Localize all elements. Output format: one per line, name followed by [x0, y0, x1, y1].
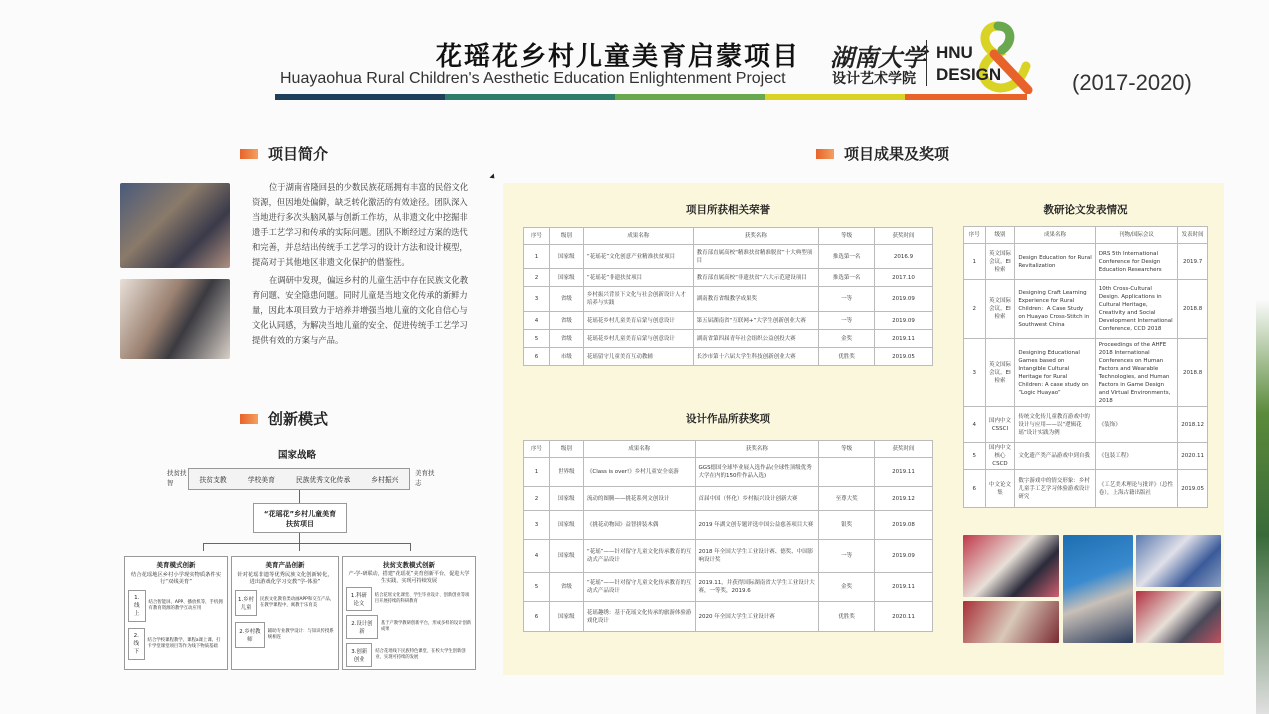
logo-divider [926, 40, 927, 86]
table-cell: 国内中文CSSCI [985, 407, 1015, 443]
table-header: 级别 [549, 441, 583, 458]
innovation-col-1 [124, 556, 228, 670]
connector-line [299, 490, 300, 504]
table-cell: 2 [524, 487, 550, 511]
table-cell: DRS 5th International Conference for Design Education Researchers [1095, 244, 1177, 280]
table-cell: 金奖 [819, 573, 875, 602]
papers-table [963, 226, 1208, 508]
table-row [964, 407, 1208, 443]
table-cell: 《装饰》 [1095, 407, 1177, 443]
table-cell: 首届中国（怀化）乡村振兴设计创新大赛 [695, 487, 819, 511]
table-header: 成果名称 [583, 441, 695, 458]
table-cell: 3 [964, 339, 986, 407]
table-cell: 省级 [549, 287, 583, 312]
table-cell: 6 [964, 470, 986, 508]
table-header: 获奖名称 [693, 228, 819, 245]
table-cell: 2018.8 [1178, 280, 1208, 339]
table-cell: 2 [524, 269, 550, 287]
table-header: 等级 [819, 228, 875, 245]
col-item-desc: 结合智能屏、APP、播放机等，手机拥有教育资源的教学互动应用 [148, 600, 223, 611]
table-cell: 2018.8 [1178, 339, 1208, 407]
table-header: 序号 [964, 227, 986, 244]
table-cell: 5 [524, 573, 550, 602]
award-photo-4 [963, 601, 1059, 643]
table-cell: 至尊大奖 [819, 487, 875, 511]
table-cell: 2018.12 [1178, 407, 1208, 443]
table-cell: 2019 年湖文创专题评选中国公益慈善项目大赛 [695, 511, 819, 540]
col-desc: 产-学-研联动，搭建“花瑶花”美育创新平台，促进大学生实践，实现可持续发展 [348, 571, 470, 584]
bar-segment [765, 94, 905, 100]
table-row [524, 511, 933, 540]
table-cell: Designing Educational Games based on Intangible Cultural Heritage for Rural Children: A case study on “Logic Huayao” [1015, 339, 1095, 407]
table-cell: 1 [524, 245, 550, 269]
table-cell: 2017.10 [875, 269, 933, 287]
table-cell: 3 [524, 287, 550, 312]
table-row [524, 330, 933, 348]
table-cell: 国家级 [549, 245, 583, 269]
right-label: 美育扶志 [415, 469, 435, 487]
table-header: 获奖名称 [695, 441, 819, 458]
table-cell: 3 [524, 511, 550, 540]
works-title: 设计作品所获奖项 [686, 413, 770, 425]
col-item-desc: 民族文化教育类动画APP和交互产品，在教学课程中，寓教于乐育美 [260, 597, 335, 608]
hnu-design-logo [936, 42, 1001, 86]
results-panel [503, 183, 1224, 675]
table-row [524, 269, 933, 287]
table-cell: 《包装工程》 [1095, 443, 1177, 470]
col-item-desc: 结合花瑶线下民族特色课堂、在校大学生创新创业、实现可持续的发展 [375, 649, 466, 660]
table-cell: 2019.11，并获得国际湖南省大学生工业设计大赛，一等奖，2019.6 [695, 573, 819, 602]
connector-line [203, 543, 204, 551]
mouse-cursor-icon [489, 173, 496, 180]
table-cell: 2019.09 [875, 287, 933, 312]
table-cell: 推选第一名 [819, 245, 875, 269]
table-cell: 金奖 [819, 330, 875, 348]
intro-heading-label: 项目简介 [268, 145, 329, 163]
table-row [524, 540, 933, 573]
table-cell: 2 [964, 280, 986, 339]
table-cell: “花瑶”——针对留守儿童文化传承教育的互动式产品设计 [583, 573, 695, 602]
table-row [524, 458, 933, 487]
strategy-item: 扶贫支教 [199, 476, 227, 484]
table-cell: 乡村振兴背景下文化与社会创新设计人才培养与实践 [583, 287, 693, 312]
table-cell: 花瑶留守儿童美育互动教辅 [583, 348, 693, 366]
col-item-key: 3.创新创业 [346, 643, 372, 667]
col-item-key: 2.乡村教师 [235, 622, 265, 648]
results-heading-label: 项目成果及奖项 [844, 145, 950, 163]
table-cell: 英文国际会议，EI检索 [985, 339, 1015, 407]
table-cell: 国家级 [549, 487, 583, 511]
col-item-desc: 结合学校课程教学、课程a课上课、打卡学堂课堂项目等作为线下物质基础 [147, 638, 221, 649]
table-row [964, 443, 1208, 470]
intro-photo-1 [120, 183, 230, 268]
table-cell: “花瑶花”非遗扶贫项目 [583, 269, 693, 287]
intro-text [252, 180, 472, 351]
table-header: 序号 [524, 441, 550, 458]
table-cell: 2019.05 [875, 348, 933, 366]
col-item-key: 2.设计创新 [346, 615, 378, 639]
table-header: 成果名称 [583, 228, 693, 245]
col-item-desc: 结合花瑶文化课堂、学生毕业设计、创新创业等项目开展持续的科研教育 [374, 593, 470, 604]
table-cell: 文化遗产类产品游戏中到自我 [1015, 443, 1095, 470]
page-subtitle-en: Huayaohua Rural Children's Aesthetic Education Enlightenment Project [280, 70, 786, 87]
table-cell: 推选第一名 [819, 269, 875, 287]
table-row [524, 312, 933, 330]
table-cell: 5 [964, 443, 986, 470]
table-cell: Designing Craft Learning Experience for Rural Children：A Case Study on Huayao Cross-Stitch in Southwest China [1015, 280, 1095, 339]
table-cell: 市级 [549, 348, 583, 366]
table-cell: 2020.11 [1178, 443, 1208, 470]
table-header: 序号 [524, 228, 550, 245]
table-cell: 英文国际会议，EI检索 [985, 280, 1015, 339]
results-heading [816, 143, 949, 164]
table-cell: 国家级 [549, 602, 583, 632]
table-cell: 10th Cross-Cultural Design. Applications in Cultural Heritage, Creativity and Social Development International Conference, CCD 2018 [1095, 280, 1177, 339]
col-title: 美育产品创新 [265, 561, 305, 569]
bar-segment [445, 94, 615, 100]
table-cell: 2020 年全国大学生工业设计赛 [695, 602, 819, 632]
col-item-key: 1.乡村儿童 [235, 590, 257, 616]
table-cell: 2019.7 [1178, 244, 1208, 280]
table-cell: 数字游戏中的情交形象：乡村儿童手工艺学习体验游戏设计研究 [1015, 470, 1095, 508]
table-cell: 教育部直属高校“精准扶贫精准脱贫”十大典型项目 [693, 245, 819, 269]
table-cell: 2019.11 [875, 573, 933, 602]
table-cell: 长沙市第十六届大学生科技创新创业大赛 [693, 348, 819, 366]
table-cell: 一等 [819, 312, 875, 330]
table-cell: 1 [524, 458, 550, 487]
innovation-col-2 [231, 556, 339, 670]
connector-line [410, 543, 411, 551]
col-desc: 针对花瑶非遗等优秀民族文化创新转化，进出游戏化学习交教“学-体验” [237, 572, 333, 585]
table-cell: 花瑶花乡村儿童美育启蒙与创意设计 [583, 330, 693, 348]
table-cell: 4 [524, 540, 550, 573]
table-cell: 《Class is over!》乡村儿童安全桌游 [583, 458, 695, 487]
table-cell: 6 [524, 348, 550, 366]
award-photo-5 [1136, 591, 1221, 643]
table-cell: “花瑶花”文化创意产业精准扶贫项目 [583, 245, 693, 269]
col-item-key: 1.科研论文 [346, 587, 372, 611]
logo-hnu: HNU [936, 43, 973, 62]
table-cell: 4 [964, 407, 986, 443]
bar-segment [905, 94, 1027, 100]
table-cell: 银奖 [819, 511, 875, 540]
table-cell: “花瑶”——针对留守儿童文化传承教育的互动式产品设计 [583, 540, 695, 573]
orange-marker-icon [816, 149, 834, 159]
table-cell: 省级 [549, 573, 583, 602]
intro-paragraph-2: 在调研中发现，偏远乡村的儿童生活中存在民族文化教育问题、安全隐患问题。同时儿童是当地文化传承的新鲜力量，因此本项目致力于培养并增强当地儿童的文化自信心与文化认同感，为解决当地儿童的安全、促进传统手工艺学习提供有效的方案与产品。 [252, 275, 469, 345]
table-cell [819, 458, 875, 487]
innovation-heading-label: 创新模式 [268, 410, 329, 428]
table-cell: 中文论文集 [985, 470, 1015, 508]
table-cell: 2018 年全国大学生工业设计赛、德奖、中国影响设计奖 [695, 540, 819, 573]
award-photo-3 [1136, 535, 1221, 587]
table-row [964, 280, 1208, 339]
table-cell: 2019.05 [1178, 470, 1208, 508]
table-cell: 国家级 [549, 540, 583, 573]
table-cell: 花瑶趣绣：基于花瑶文化传承的旅游体验游戏化设计 [583, 602, 695, 632]
table-header: 获奖时间 [875, 441, 933, 458]
table-row [524, 602, 933, 632]
bar-segment [615, 94, 765, 100]
table-row [524, 287, 933, 312]
table-cell: 2016.9 [875, 245, 933, 269]
strategy-item: 学校美育 [247, 476, 275, 484]
table-header: 获奖时间 [875, 228, 933, 245]
table-cell: GGS德国全球毕业展入选作品(全球性顶级优秀大学在内的150件作品入选) [695, 458, 819, 487]
project-years: (2017-2020) [1072, 70, 1192, 95]
papers-title: 教研论文发表情况 [1043, 204, 1128, 216]
col-item-desc: 基于产教学教研创新平台，形成多样的设计创新成果 [380, 621, 472, 632]
orange-marker-icon [240, 149, 258, 159]
intro-heading [240, 143, 328, 164]
page-title: 花瑶花乡村儿童美育启蒙项目 [436, 42, 801, 72]
award-photo-1 [963, 535, 1059, 597]
table-row [524, 573, 933, 602]
table-cell: 2019.09 [875, 540, 933, 573]
orange-marker-icon [240, 414, 258, 424]
table-cell: 湖南教育省级教学成果奖 [693, 287, 819, 312]
table-header: 级别 [549, 228, 583, 245]
table-header: 发表时间 [1178, 227, 1208, 244]
col-title: 美育模式创新 [156, 561, 196, 569]
strategy-item: 乡村振兴 [371, 476, 399, 484]
works-table [523, 440, 933, 632]
table-cell: 流动的图腾——挑花系列文创设计 [583, 487, 695, 511]
table-cell: 花瑶花乡村儿童美育启蒙与创意设计 [583, 312, 693, 330]
school-name: 设计艺术学院 [832, 71, 916, 87]
table-cell: 4 [524, 312, 550, 330]
col-desc: 结合花瑶地区乡村小学现实物质条件实行“双线美育” [130, 572, 222, 585]
strategy-item: 民族优秀文化传承 [295, 476, 351, 484]
table-row [524, 245, 933, 269]
table-row [524, 487, 933, 511]
table-cell: 世界级 [549, 458, 583, 487]
award-photo-2 [1063, 535, 1133, 643]
connector-line [299, 533, 300, 543]
table-cell: Proceedings of the AHFE 2018 International Conferences on Human Factors and Wearable Technologies, and Human Factors in Game Design and Virtual Environments, 2018 [1095, 339, 1177, 407]
left-label: 扶贫扶智 [167, 469, 187, 487]
innovation-col-3 [342, 556, 476, 670]
table-cell: 传统文化传儿童教育游戏中的设计与应用——以“逻辑花瑶”设计实践为例 [1015, 407, 1095, 443]
table-cell: 2020.11 [875, 602, 933, 632]
col-item-desc: 辅助专业教学设计：与知识传授系统相连 [267, 629, 334, 640]
table-cell: 第五届湖南省“互联网+”大学生创新创业大赛 [693, 312, 819, 330]
table-cell: 1 [964, 244, 986, 280]
connector-line [299, 543, 300, 551]
table-cell: 省级 [549, 330, 583, 348]
col-item-key: 1.线上 [128, 590, 146, 622]
intro-photo-2 [120, 279, 230, 359]
right-edge-gradient [1256, 0, 1269, 714]
center-project-box: “花瑶花”乡村儿童美育扶贫项目 [253, 503, 347, 533]
table-row [964, 244, 1208, 280]
table-header: 等级 [819, 441, 875, 458]
hnu-logo-text: 湖南大学 [830, 43, 926, 72]
title-color-bar [275, 94, 1027, 100]
table-cell: 《工艺美术理论与批评》（总性卷），上海古籍出版社 [1095, 470, 1177, 508]
table-cell: 2019.11 [875, 330, 933, 348]
connector-line [203, 543, 411, 544]
strategy-list [188, 468, 410, 490]
table-header: 级别 [985, 227, 1015, 244]
table-cell: 湖南省第四届青年社会组织公益创投大赛 [693, 330, 819, 348]
table-cell: 省级 [549, 312, 583, 330]
strategy-title: 国家战略 [278, 450, 317, 461]
table-cell: 国家级 [549, 269, 583, 287]
table-row [964, 339, 1208, 407]
table-cell: 2019.09 [875, 312, 933, 330]
table-header: 刊物/国际会议 [1095, 227, 1177, 244]
table-cell: 优胜奖 [819, 348, 875, 366]
table-cell: 国内中文核心CSCD [985, 443, 1015, 470]
table-cell: Design Education for Rural Revitalization [1015, 244, 1095, 280]
table-cell: 2019.11 [875, 458, 933, 487]
table-cell: 一等 [819, 287, 875, 312]
table-cell: 5 [524, 330, 550, 348]
table-row [524, 348, 933, 366]
table-cell: 2019.12 [875, 487, 933, 511]
table-cell: 6 [524, 602, 550, 632]
bar-segment [275, 94, 445, 100]
table-cell: 英文国际会议，EI检索 [985, 244, 1015, 280]
innovation-heading [240, 408, 328, 429]
logo-design: DESIGN [936, 65, 1002, 84]
table-header: 成果名称 [1015, 227, 1095, 244]
col-item-key: 2.线下 [128, 628, 145, 660]
table-cell: 国家级 [549, 511, 583, 540]
table-cell: 一等 [819, 540, 875, 573]
col-title: 扶贫支教模式创新 [383, 561, 435, 569]
table-cell: 《挑花动物园》益智拼装木偶 [583, 511, 695, 540]
honors-title: 项目所获相关荣誉 [686, 204, 770, 216]
table-cell: 优胜奖 [819, 602, 875, 632]
table-row [964, 470, 1208, 508]
table-cell: 教育部直属高校“非遗扶贫”六大示范建设项目 [693, 269, 819, 287]
honors-table [523, 227, 933, 366]
table-cell: 2019.08 [875, 511, 933, 540]
intro-paragraph-1: 位于湖南省隆回县的少数民族花瑶拥有丰富的民俗文化资源，但因地处偏僻，缺乏转化激活的有效途径。团队深入当地进行多次头脑风暴与创新工作坊，从非遗文化中挖掘非遗手工艺学习和传承的实际问题。团队不断经过方案的迭代和完善，并总结出传统手工艺学习的设计方法和设计模型，提高对于其他地区非遗文化保护的借鉴性。 [252, 182, 469, 267]
